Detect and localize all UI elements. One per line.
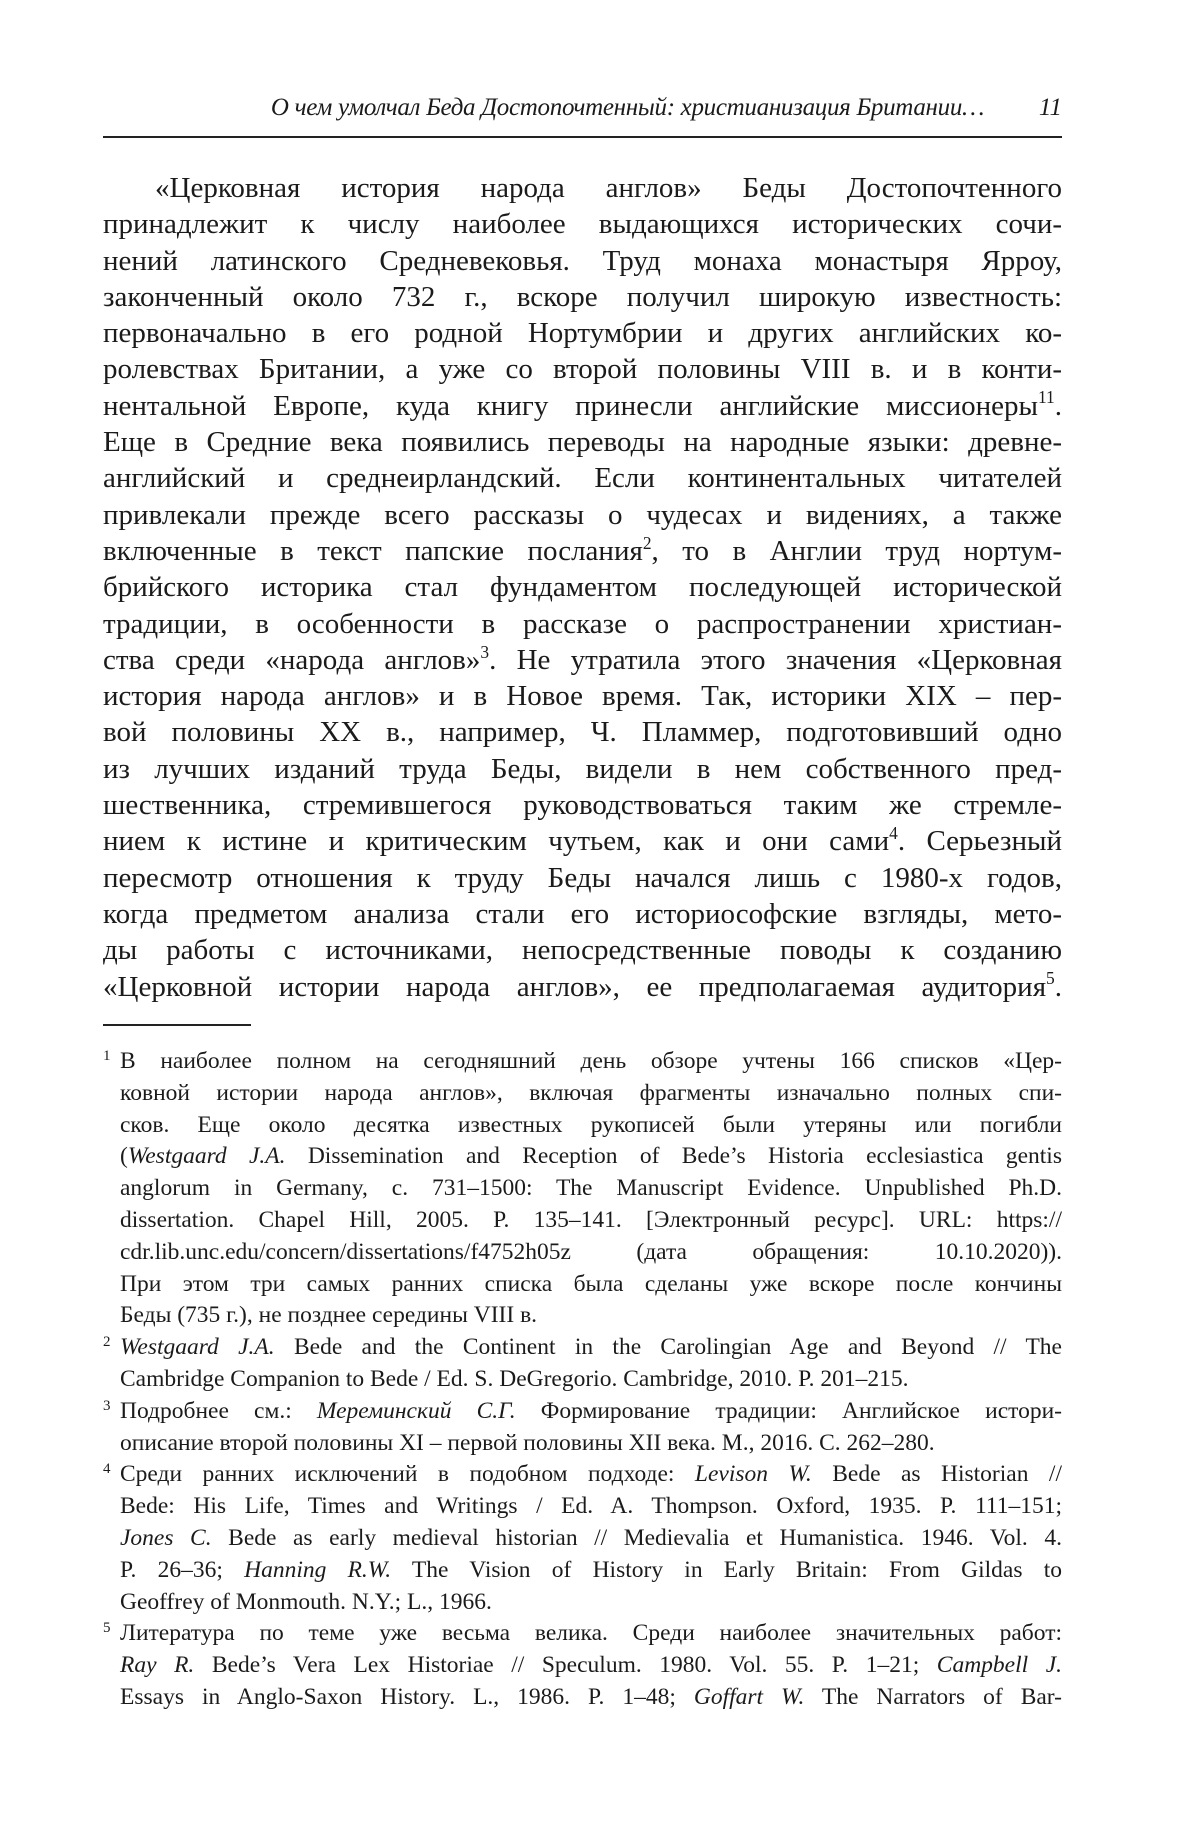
footnote-line xyxy=(120,1523,1062,1555)
text-run: Еще в Средние века появились переводы на народные языки: древне- xyxy=(103,426,1062,459)
text-line xyxy=(103,642,1062,678)
text-line xyxy=(103,860,1062,896)
text-run: Bede and the Continent in the Carolingian Age and Beyond // The xyxy=(274,1334,1062,1361)
footnote-number: 1 xyxy=(103,1048,111,1064)
footnote-separator xyxy=(103,1024,251,1026)
text-run: The Narrators of Bar- xyxy=(804,1683,1062,1710)
footnote-ref[interactable]: 2 xyxy=(642,532,652,553)
text-run: нием к истине и критическим чутьем, как и они сами xyxy=(103,825,890,858)
text-line xyxy=(103,243,1062,279)
text-line xyxy=(103,969,1062,1005)
text-run: Bede as Historian // xyxy=(811,1461,1062,1488)
text-line xyxy=(103,279,1062,315)
text-run: пересмотр отношения к труду Беды начался лишь с 1980-х годов, xyxy=(103,861,1062,894)
main-text xyxy=(103,170,1062,1005)
text-run: история народа англов» и в Новое время. Так, историки XIX – пер- xyxy=(103,680,1062,713)
footnote-line xyxy=(120,1332,1062,1364)
text-run: P. 26–36; xyxy=(120,1556,245,1583)
italic-author: Ray R. xyxy=(120,1652,195,1679)
text-line xyxy=(103,787,1062,823)
text-run: ства среди «народа англов» xyxy=(103,643,481,676)
italic-author: Westgaard J.A. xyxy=(127,1143,286,1170)
footnote-line xyxy=(120,1110,1062,1142)
italic-author: Hanning R.W. xyxy=(244,1556,392,1583)
text-run: Essays in Anglo-Saxon History. L., 1986. P. 1–48; xyxy=(120,1683,694,1710)
footnote-ref[interactable]: 3 xyxy=(480,641,490,662)
text-run: нентальной Европе, куда книгу принесли английские миссионеры xyxy=(103,389,1038,422)
running-header xyxy=(103,88,1062,128)
page-number: 11 xyxy=(1038,94,1062,121)
footnote-number: 5 xyxy=(103,1620,111,1637)
footnote-line xyxy=(120,1555,1062,1587)
footnote xyxy=(103,1332,1062,1396)
footnotes xyxy=(103,1046,1062,1714)
text-run: описание второй половины XI – первой половины XII века. М., 2016. С. 262–280. xyxy=(120,1429,935,1456)
footnote-line xyxy=(120,1364,1062,1396)
text-run: Cambridge Companion to Bede / Ed. S. DeGregorio. Cambridge, 2010. P. 201–215. xyxy=(120,1365,909,1392)
text-run: принадлежит к числу наиболее выдающихся исторических сочи- xyxy=(103,208,1062,241)
text-run: традиции, в особенности в рассказе о распространении христиан- xyxy=(103,607,1062,640)
text-run: законченный около 732 г., вскоре получил широкую известность: xyxy=(103,280,1062,313)
text-run: Подробнее см.: xyxy=(120,1397,317,1424)
text-run: . xyxy=(1054,970,1062,1003)
text-run: «Церковная история народа англов» Беды Достопочтенного xyxy=(155,172,1062,204)
footnote-line xyxy=(120,1269,1062,1301)
footnote-line xyxy=(120,1300,1062,1332)
text-run: Формирование традиции: Английское истори- xyxy=(515,1397,1062,1424)
footnote-line xyxy=(120,1205,1062,1237)
footnote-line xyxy=(120,1428,1062,1460)
footnote-line xyxy=(120,1173,1062,1205)
text-run: ( xyxy=(120,1143,128,1170)
footnote xyxy=(103,1618,1062,1713)
footnote-number: 2 xyxy=(103,1334,111,1351)
text-line xyxy=(103,896,1062,932)
footnote-ref[interactable]: 5 xyxy=(1046,968,1055,989)
text-run: Bede as early medieval historian // Medievalia et Humanistica. 1946. Vol. 4. xyxy=(211,1524,1062,1551)
text-line xyxy=(103,533,1062,569)
footnote-line xyxy=(120,1491,1062,1523)
text-line xyxy=(103,206,1062,242)
text-run: Среди ранних исключений в подобном подходе: xyxy=(120,1461,695,1488)
text-run: английский и среднеирландский. Если континентальных читателей xyxy=(103,462,1062,495)
text-run: «Церковной истории народа англов», ее предполагаемая аудитория xyxy=(103,970,1047,1003)
text-line xyxy=(103,932,1062,968)
text-run: когда предметом анализа стали его историософские взгляды, мето- xyxy=(103,897,1062,930)
text-run: . xyxy=(1054,389,1062,422)
text-line xyxy=(103,388,1062,424)
text-line xyxy=(103,678,1062,714)
footnote xyxy=(103,1396,1062,1460)
footnote-line xyxy=(120,1682,1062,1714)
footnote-line xyxy=(120,1587,1062,1619)
text-line xyxy=(103,497,1062,533)
text-run: шественника, стремившегося руководствоваться таким же стремле- xyxy=(103,789,1062,822)
italic-author: Goffart W. xyxy=(693,1683,805,1710)
text-line xyxy=(103,569,1062,605)
text-line xyxy=(103,606,1062,642)
footnote-line xyxy=(120,1396,1062,1428)
text-run: Bede’s Vera Lex Historiae // Speculum. 1980. Vol. 55. P. 1–21; xyxy=(194,1652,937,1679)
text-run: The Vision of History in Early Britain: From Gildas to xyxy=(391,1556,1062,1583)
italic-author: Campbell J. xyxy=(936,1652,1062,1679)
running-title: О чем умолчал Беда Достопочтенный: христианизация Британии… xyxy=(270,94,984,121)
text-line xyxy=(103,424,1062,460)
text-run: из лучших изданий труда Беды, видели в нем собственного пред- xyxy=(103,752,1062,785)
text-line xyxy=(103,751,1062,787)
text-run: anglorum in Germany, c. 731–1500: The Manuscript Evidence. Unpublished Ph.D. xyxy=(120,1175,1062,1202)
text-run: При этом три самых ранних списка была сделаны уже вскоре после кончины xyxy=(120,1270,1062,1297)
text-run: ковной истории народа англов», включая фрагменты изначально полных спи- xyxy=(120,1079,1062,1106)
text-run: . Серьезный xyxy=(897,825,1062,858)
footnote-line xyxy=(120,1078,1062,1110)
footnote-line xyxy=(120,1650,1062,1682)
text-run: . Не утратила этого значения «Церковная xyxy=(489,643,1062,676)
footnote-line xyxy=(120,1237,1062,1269)
text-run: , то в Англии труд нортум- xyxy=(651,534,1062,567)
text-run: ролевствах Британии, а уже со второй половины VIII в. и в конти- xyxy=(103,353,1062,386)
footnote-number: 4 xyxy=(103,1461,111,1478)
italic-author: Levison W. xyxy=(694,1461,812,1488)
footnote xyxy=(103,1046,1062,1332)
footnote-ref[interactable]: 11 xyxy=(1038,387,1055,408)
italic-author: Westgaard J.A. xyxy=(120,1334,275,1361)
header-rule xyxy=(103,136,1062,138)
text-run: ды работы с источниками, непосредственные поводы к созданию xyxy=(103,934,1062,967)
text-line xyxy=(103,460,1062,496)
text-run: Geoffrey of Monmouth. N.Y.; L., 1966. xyxy=(120,1588,492,1615)
footnote-line xyxy=(120,1141,1062,1173)
text-run: привлекали прежде всего рассказы о чудесах и видениях, а также xyxy=(103,498,1062,531)
text-run: Dissemination and Reception of Bede’s Historia ecclesiastica gentis xyxy=(285,1143,1062,1170)
footnote-line xyxy=(120,1459,1062,1491)
text-line xyxy=(103,351,1062,387)
text-run: Bede: His Life, Times and Writings / Ed. A. Thompson. Oxford, 1935. P. 111–151; xyxy=(120,1493,1062,1520)
footnote-line xyxy=(120,1618,1062,1650)
text-run: включенные в текст папские послания xyxy=(103,534,643,567)
footnote-line xyxy=(120,1046,1062,1078)
text-run: брийского историка стал фундаментом последующей исторической xyxy=(103,571,1062,604)
text-line xyxy=(103,823,1062,859)
text-run: В наиболее полном на сегодняшний день обзоре учтены 166 списков «Цер- xyxy=(120,1048,1062,1074)
italic-author: Jones C. xyxy=(120,1524,212,1551)
text-run: cdr.lib.unc.edu/concern/dissertations/f4752h05z (дата обращения: 10.10.2020)). xyxy=(120,1238,1062,1265)
text-run: нений латинского Средневековья. Труд монаха монастыря Ярроу, xyxy=(103,244,1062,277)
footnote xyxy=(103,1459,1062,1618)
text-line xyxy=(103,714,1062,750)
text-run: Беды (735 г.), не позднее середины VIII в. xyxy=(120,1302,538,1329)
italic-author: Мереминский С.Г. xyxy=(316,1397,516,1424)
text-run: сков. Еще около десятка известных рукописей были утеряны или погибли xyxy=(120,1111,1062,1138)
text-line xyxy=(103,170,1062,206)
footnote-ref[interactable]: 4 xyxy=(889,823,898,844)
text-run: Литература по теме уже весьма велика. Среди наиболее значительных работ: xyxy=(120,1620,1062,1647)
text-run: вой половины XX в., например, Ч. Пламмер, подготовивший одно xyxy=(103,716,1062,749)
text-run: dissertation. Chapel Hill, 2005. P. 135–141. [Электронный ресурс]. URL: https:// xyxy=(120,1206,1062,1233)
text-run: первоначально в его родной Нортумбрии и других английских ко- xyxy=(103,317,1062,350)
footnote-number: 3 xyxy=(103,1397,111,1414)
text-line xyxy=(103,315,1062,351)
